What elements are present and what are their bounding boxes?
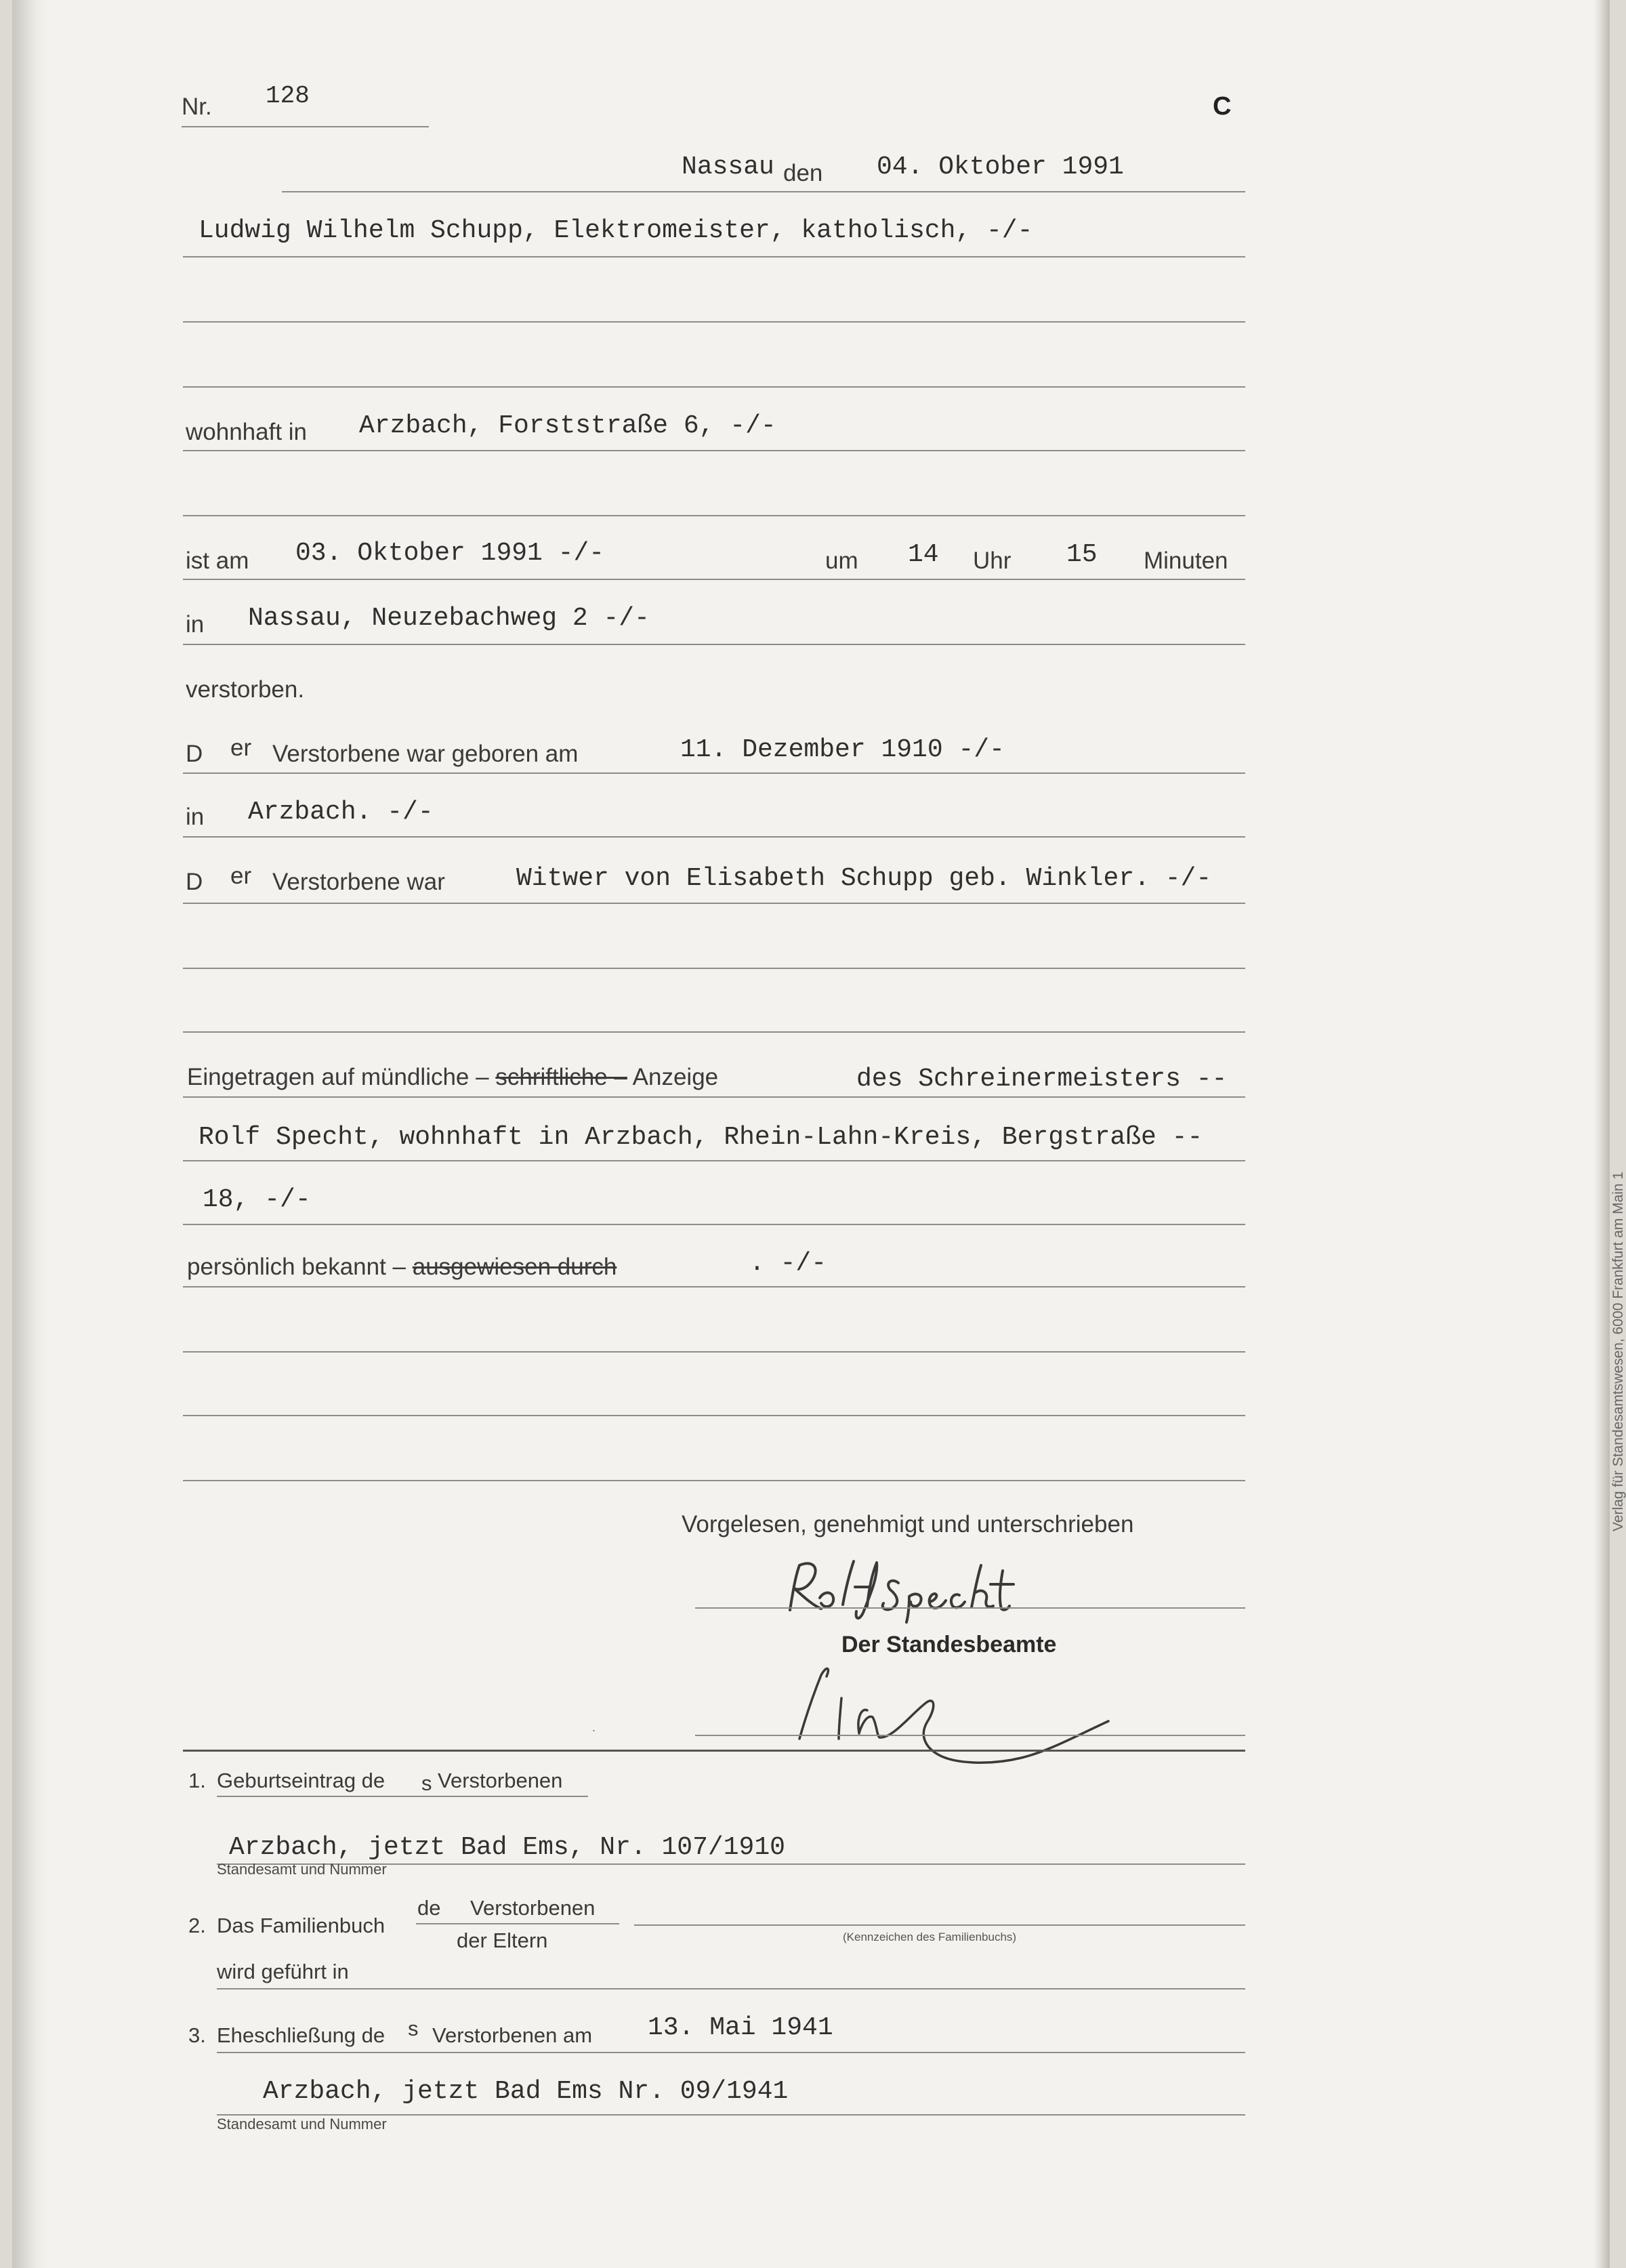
nr-label: Nr.: [182, 94, 212, 120]
note-1-label-rule: [217, 1796, 588, 1797]
marital-er-suffix: er: [230, 863, 252, 889]
blank-rule-8: [183, 1480, 1245, 1481]
registration-rule: [183, 1096, 1245, 1098]
blank-rule-5: [183, 1031, 1245, 1033]
note-3-date-rule: [217, 2052, 1245, 2053]
marital-rule: [183, 903, 1245, 904]
person-rule: [183, 256, 1245, 257]
residence-label: wohnhaft in: [186, 419, 308, 445]
marital-d-label: D: [186, 869, 203, 895]
nr-rule: [182, 126, 429, 127]
note-2-number: 2.: [188, 1914, 206, 1937]
note-2-label: Das Familienbuch: [217, 1914, 385, 1937]
note-3-label-end: Verstorbenen am: [432, 2023, 593, 2047]
birth-d-label: D: [186, 741, 203, 767]
death-date-value: 03. Oktober 1991 -/-: [295, 539, 605, 568]
birth-place-value: Arzbach. -/-: [248, 798, 434, 827]
informant-signature-rule: [695, 1607, 1245, 1609]
note-2-de: de: [417, 1896, 441, 1920]
form-letter: C: [1213, 92, 1232, 121]
note-1-label-end: Verstorbenen: [438, 1769, 563, 1792]
death-minute: 15: [1066, 540, 1098, 569]
page-edge: [1593, 0, 1610, 2268]
death-place-label: in: [186, 611, 205, 638]
known-struck: ausgewiesen durch: [412, 1254, 617, 1280]
note-2-rule: [634, 1924, 1245, 1926]
official-title: Der Standesbeamte: [841, 1632, 1057, 1657]
uhr-label: Uhr: [973, 548, 1012, 574]
informant-line-1: des Schreinermeisters --: [856, 1065, 1228, 1094]
known-label: [187, 1255, 617, 1279]
blank-rule-4: [183, 968, 1245, 969]
um-label: um: [825, 548, 858, 574]
registration-label-end: Anzeige: [632, 1064, 719, 1090]
note-3-value: Arzbach, jetzt Bad Ems Nr. 09/1941: [263, 2077, 789, 2106]
note-1-number: 1.: [188, 1769, 206, 1792]
known-label-text: persönlich bekannt –: [187, 1254, 406, 1280]
note-1-label: Geburtseintrag de: [217, 1769, 385, 1792]
marital-label: Verstorbene war: [272, 869, 445, 895]
dot-mark: .: [592, 1720, 596, 1734]
birth-er-suffix: er: [230, 735, 252, 761]
death-hour: 14: [908, 540, 939, 569]
note-1-suffix: s: [421, 1771, 432, 1795]
known-value: . -/-: [749, 1249, 827, 1278]
registration-struck: schriftliche –: [495, 1064, 627, 1090]
note-2-option-1: Verstorbenen: [470, 1896, 596, 1920]
birth-label: Verstorbene war geboren am: [272, 741, 579, 767]
publisher-imprint: Verlag für Standesamtswesen, 6000 Frankfurt am Main 1: [1610, 1171, 1626, 1531]
informant-line-3: 18, -/-: [203, 1185, 311, 1214]
registration-label-start: Eingetragen auf mündliche –: [187, 1064, 489, 1090]
note-3-suffix: s: [408, 2017, 419, 2040]
blank-rule-2: [183, 386, 1245, 388]
birth-place-label: in: [186, 804, 205, 830]
blank-rule-7: [183, 1415, 1245, 1416]
birth-place-rule: [183, 836, 1245, 838]
den-label: den: [783, 160, 823, 186]
note-2-option-rule: [416, 1923, 619, 1924]
note-3-label: Eheschließung de: [217, 2023, 385, 2047]
note-2-label-2: wird geführt in: [217, 1960, 349, 1983]
person-description: Ludwig Wilhelm Schupp, Elektromeister, katholisch, -/-: [199, 216, 1033, 245]
place-date-rule: [282, 191, 1245, 192]
nr-value: 128: [266, 82, 310, 110]
known-rule: [183, 1286, 1245, 1287]
note-3-date: 13. Mai 1941: [648, 2013, 833, 2042]
place-value: Nassau: [682, 152, 774, 182]
informant-line-2: Rolf Specht, wohnhaft in Arzbach, Rhein-Lahn-Kreis, Bergstraße --: [199, 1123, 1203, 1152]
marital-value: Witwer von Elisabeth Schupp geb. Winkler. -/-: [516, 864, 1212, 893]
note-1-value: Arzbach, jetzt Bad Ems, Nr. 107/1910: [229, 1833, 785, 1862]
death-date-rule: [183, 579, 1245, 580]
note-1-caption: Standesamt und Nummer: [217, 1861, 387, 1878]
informant-rule-2: [183, 1160, 1245, 1161]
official-signature: [791, 1659, 1123, 1774]
residence-value: Arzbach, Forststraße 6, -/-: [359, 411, 776, 440]
death-place-rule: [183, 644, 1245, 645]
official-signature-rule: [695, 1735, 1245, 1736]
blank-rule-6: [183, 1351, 1245, 1353]
birth-date-rule: [183, 772, 1245, 774]
informant-signature: [776, 1556, 1061, 1624]
death-place-value: Nassau, Neuzebachweg 2 -/-: [248, 604, 650, 633]
date-value: 04. Oktober 1991: [877, 152, 1124, 182]
document-page: [12, 0, 1626, 2268]
blank-rule-3: [183, 515, 1245, 516]
informant-rule-3: [183, 1224, 1245, 1225]
birth-date-value: 11. Dezember 1910 -/-: [680, 735, 1005, 764]
death-date-label: ist am: [186, 548, 249, 574]
residence-rule: [183, 450, 1245, 451]
blank-rule-1: [183, 321, 1245, 323]
section-divider: [183, 1750, 1245, 1752]
registration-label: [187, 1065, 718, 1089]
note-3-caption: Standesamt und Nummer: [217, 2116, 387, 2132]
note-3-number: 3.: [188, 2023, 206, 2047]
minuten-label: Minuten: [1144, 548, 1228, 574]
note-2-rule-2: [217, 1988, 1245, 1989]
read-approved-label: Vorgelesen, genehmigt und unterschrieben: [682, 1511, 1134, 1538]
note-2-caption: (Kennzeichen des Familienbuchs): [843, 1931, 1017, 1943]
verstorben-label: verstorben.: [186, 676, 305, 703]
note-2-option-2: der Eltern: [457, 1929, 548, 1952]
page-binding: [12, 0, 46, 2268]
